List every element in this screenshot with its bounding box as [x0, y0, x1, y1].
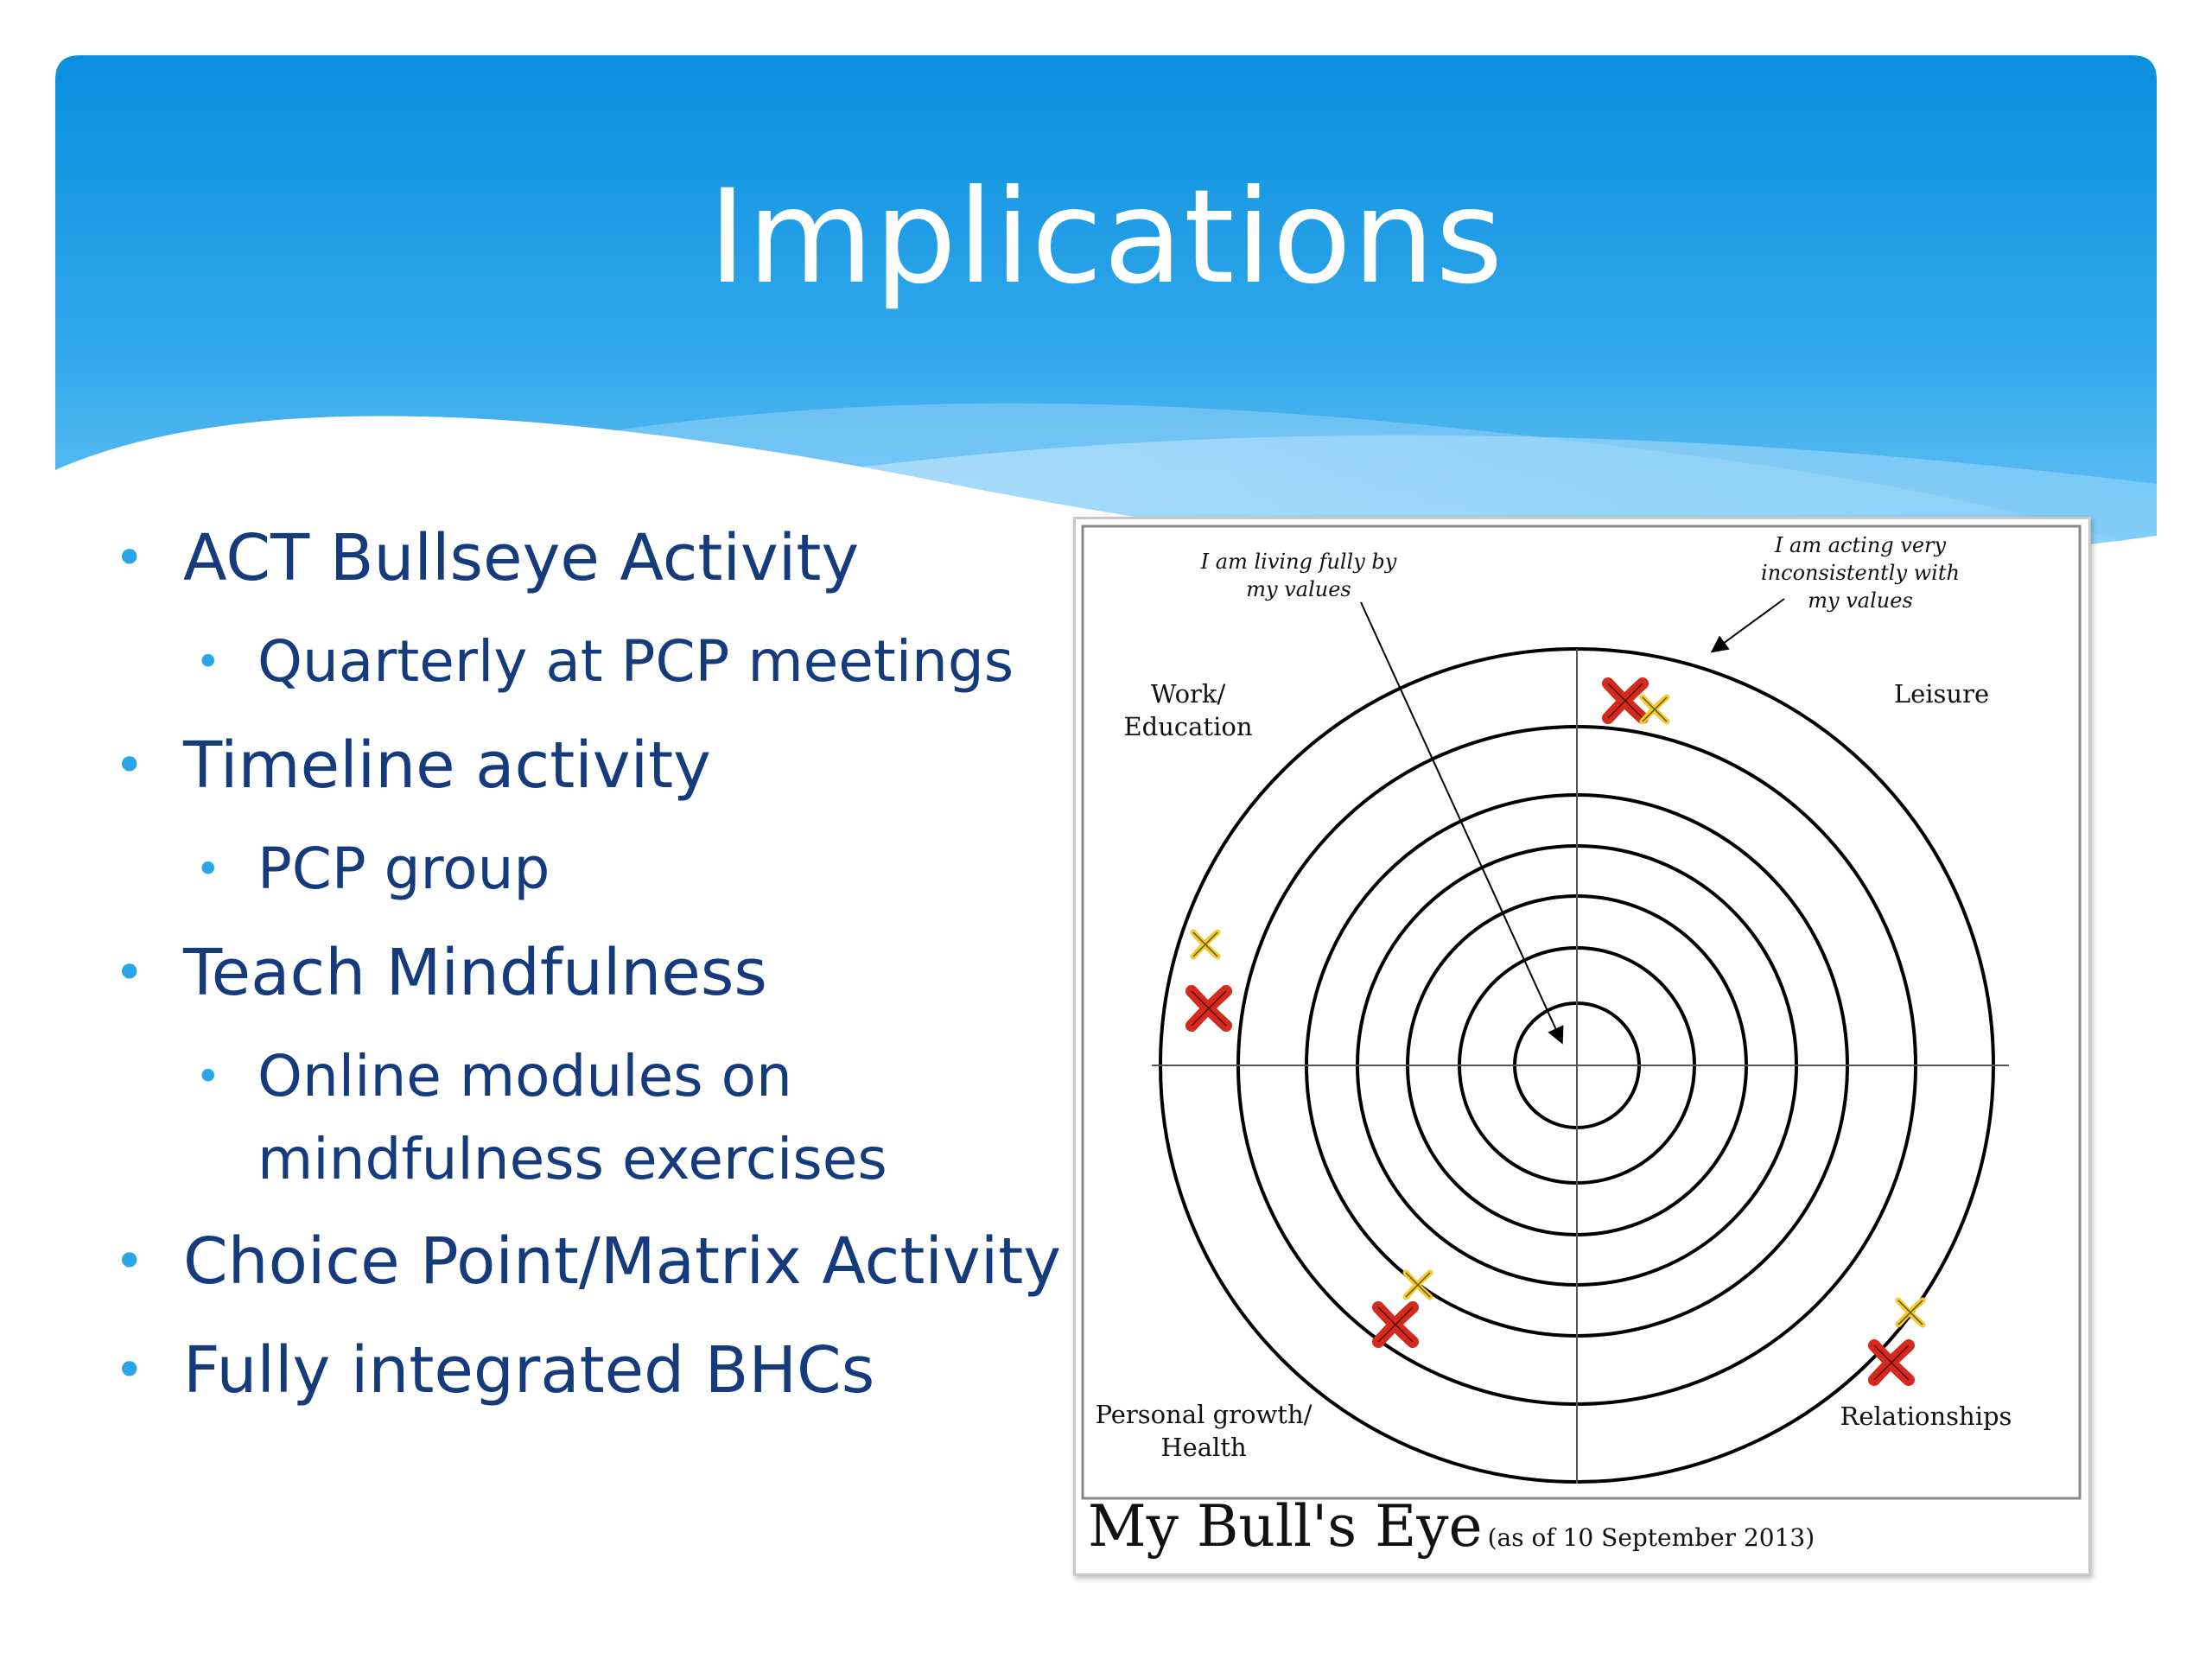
diagram-inner-border [1083, 526, 2080, 1498]
bullseye-diagram [1076, 519, 2088, 1573]
quadrant-label-relationships: Relationships [1840, 1402, 2012, 1431]
bullet-text: PCP group [257, 836, 550, 902]
bullet-marker: • [195, 1052, 221, 1102]
bullet-marker: • [195, 844, 221, 894]
bullet-marker: • [114, 943, 145, 1003]
bullet-text: Online modules on [257, 1043, 792, 1109]
bullet-item-level1 [114, 1329, 875, 1412]
quadrant-label-work-education: Work/ Education [1123, 679, 1253, 741]
bullet-marker: • [114, 735, 145, 796]
bullet-item-level1 [114, 517, 860, 600]
bullet-item-level1 [114, 1220, 1062, 1303]
quadrant-label-personal-growth: Personal growth/ Health [1095, 1400, 1313, 1462]
bullet-item-level1 [114, 724, 711, 807]
quadrant-label-leisure: Leisure [1893, 679, 1990, 709]
caption-main: My Bull's Eye [1088, 1493, 1483, 1560]
bullet-item-level2 [195, 1035, 887, 1201]
bullet-text: Fully integrated BHCs [183, 1333, 875, 1408]
center-annotation-label: I am living fully by my values [1200, 550, 1397, 601]
outer-annotation-label: I am acting very inconsistently with my values [1761, 533, 1960, 613]
bullet-text: Teach Mindfulness [183, 936, 767, 1010]
caption-sub: (as of 10 September 2013) [1487, 1523, 1815, 1552]
bullet-marker: • [114, 1231, 145, 1292]
bullseye-figure [1073, 517, 2091, 1576]
slide-title: Implications [708, 162, 1504, 313]
bullet-text: mindfulness exercises [257, 1126, 887, 1192]
bullet-item-level2 [195, 620, 1014, 703]
bullet-text: ACT Bullseye Activity [183, 521, 860, 595]
diagram-caption [1088, 1493, 1815, 1560]
bullet-marker: • [195, 637, 221, 687]
bullet-item-level2 [195, 828, 550, 911]
bullet-marker: • [114, 528, 145, 588]
bullet-marker: • [114, 1340, 145, 1401]
bullet-text: Timeline activity [183, 728, 711, 803]
bullet-text: Choice Point/Matrix Activity [183, 1224, 1062, 1299]
bullet-item-level1 [114, 931, 767, 1014]
bullet-text: Quarterly at PCP meetings [257, 628, 1014, 695]
